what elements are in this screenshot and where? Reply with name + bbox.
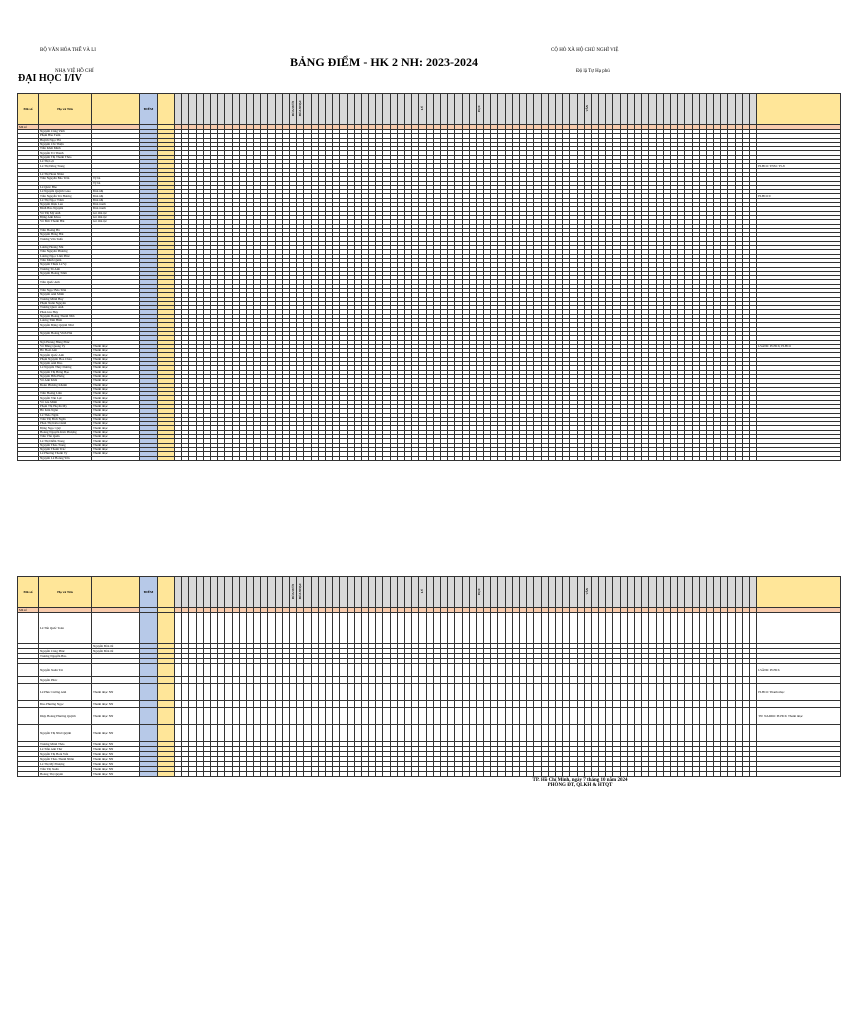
col-header-subject [706,94,713,125]
col-header-subject [175,94,182,125]
col-header-subject [678,94,685,125]
student-class: Đàn nhị [92,194,140,198]
student-name: Đinh Bảo Nguyễn [39,207,92,211]
student-class: Tỳ bà [92,181,140,185]
student-name: Lê Thị Hoàn Nhàn [39,172,92,176]
col-header-subject [735,94,742,125]
col-header-subject [692,94,699,125]
col-header-subject [491,94,498,125]
student-class: Tỳ bà [92,177,140,181]
col-header-subject [541,94,548,125]
col-header-subject [584,94,591,125]
col-header-subject [325,94,332,125]
grade-grid-1 [17,93,841,461]
student-class: Thanh nhạc [92,349,140,353]
student-name: Trần Nguyễn Trà Hương [39,194,92,198]
student-class: Gõ dân tộc [92,220,140,224]
student-name: Lương Tâm Hiền [39,319,92,323]
student-name: Nguyễn Chí Thiện [39,142,92,146]
student-name: Nguyễn Hoàng Trâm [39,271,92,275]
subheader-stt: Mã số [18,125,39,130]
col-header-subject [318,94,325,125]
row-note: PLHC6: TNSC T5-8 [757,164,841,168]
col-header-subject [419,94,426,125]
col-header-subject [405,94,412,125]
col-header-total [158,94,175,125]
student-class: Thanh nhạc [92,357,140,361]
col-header-subject [455,94,462,125]
student-name: Trương Minh Huy [39,297,92,301]
col-header-subject [433,94,440,125]
row-note: LSÂN6: PLHC6; PLHC6 [757,344,841,348]
col-header-subject [376,94,383,125]
student-name: Trần Minh Quân [39,258,92,262]
student-class: Thanh nhạc [92,353,140,357]
subject-label: LÝ [419,106,424,111]
student-name: Nguyễn Đặng Quỳnh Như [39,323,92,327]
col-header-subject [591,94,598,125]
col-header-subject [476,94,483,125]
student-name: Nguyễn Anh Minh [39,293,92,297]
col-header-subject [520,94,527,125]
student-name: Nguyễn Công Vinh [39,130,92,134]
col-header-subject [469,94,476,125]
page-title: BẢNG ĐIỂM - HK 2 NH: 2023-2024 [290,55,478,69]
col-header-subject [361,94,368,125]
header-left-line1: BỘ VĂN HÓA THỂ VÀ LI [40,48,96,53]
col-header-subject [182,94,189,125]
col-header-subject [534,94,541,125]
student-class: Gõ dân tộc [92,211,140,215]
col-header-subject [347,94,354,125]
col-header-subject [210,94,217,125]
col-header-subject [656,94,663,125]
col-header-subject [498,94,505,125]
student-class: Đàn tranh [92,207,140,211]
col-header-subject [527,94,534,125]
col-header-subject [304,94,311,125]
col-header-subject [548,94,555,125]
col-header-subject [225,94,232,125]
col-header-subject [290,94,297,125]
student-name: Lê Quốc Bảo [39,185,92,189]
student-name: Nguyễn Trí Thanh [39,151,92,155]
col-header-subject [311,94,318,125]
student-name: Nguyễn Thị Thanh Thảo [39,155,92,159]
student-name: Trần Hoàng Hà [39,228,92,232]
row-note: PLHC6:0 [757,194,841,198]
student-class: Đàn tranh [92,203,140,207]
col-header-subject [261,94,268,125]
col-header-subject [340,94,347,125]
student-name: Nguyễn Diệu Lan [39,203,92,207]
header-right-line1: CỘ HÒ XÃ HỘ CHỦ NGHĨ VIỆ [551,48,619,53]
col-header-note [757,94,841,125]
col-header-subject [412,94,419,125]
student-name: Phan Gia Huy [39,310,92,314]
col-header-subject [685,94,692,125]
student-name: Võ Đăng Quang Vy [39,344,92,348]
col-header-subject [663,94,670,125]
col-header-subject [714,94,721,125]
student-class: Thanh nhạc [92,344,140,348]
col-header-subject [390,94,397,125]
col-header-subject [649,94,656,125]
student-name: Ngô Hoàng Hồng Phúc [39,340,92,344]
col-header-subject [218,94,225,125]
page-subtitle: ĐẠI HỌC I/IV [18,73,82,84]
student-class: Đàn nhị [92,190,140,194]
col-header-subject [383,94,390,125]
col-header-subject [577,94,584,125]
student-name: Nguyễn Hồng Hải [39,233,92,237]
student-name: Nguyễn Hoàng Thanh Nhã [39,314,92,318]
col-header-subject [232,94,239,125]
col-header-subject [728,94,735,125]
col-header-subject [189,94,196,125]
col-header-subject [570,94,577,125]
col-header-subject [599,94,606,125]
col-header-subject [282,94,289,125]
student-name: Trần Khải Minh [39,147,92,151]
col-header-subject [297,94,304,125]
col-header-subject [606,94,613,125]
col-header-name: Họ và Tên [39,94,92,125]
col-header-subject [512,94,519,125]
student-name: Nguyễn Anh Đào [39,362,92,366]
col-header-subject [699,94,706,125]
header-right-line2: Độ lậ Tự Hạ phú [576,69,610,74]
student-name: Võ Thị Mỹ Anh [39,211,92,215]
student-name: Phạm Bảo Tuấn [39,134,92,138]
student-name: Trần Quốc Anh [39,280,92,284]
student-name: Trương Tố Anh [39,267,92,271]
col-header-subject [448,94,455,125]
header-row [18,94,841,125]
col-header-subject [354,94,361,125]
student-name: Trần Ngọc Bảo Trân [39,288,92,292]
col-header-subject [555,94,562,125]
grade-table-1 [17,93,791,514]
col-header-subject [333,94,340,125]
col-header-subject [268,94,275,125]
subject-label: HÒA NHẠC [297,100,302,117]
student-name: Lê Thị Ngọc Trâm [39,198,92,202]
col-header-subject [426,94,433,125]
col-header-subject [642,94,649,125]
student-name: Nguyễn Quốc Anh [39,353,92,357]
student-class: Gõ dân tộc [92,215,140,219]
col-header-stt: Mã số [18,94,39,125]
col-header-subject [440,94,447,125]
col-header-subject [670,94,677,125]
header-left-line2: NHẠ VIỆ HỒ CHÍ [55,69,94,74]
col-header-subject [635,94,642,125]
student-name: Trần Nguyễn Bảo Trân [39,177,92,181]
col-header-subject [505,94,512,125]
student-class: Thanh nhạc [92,362,140,366]
student-name: Nguyễn Hoàng Vĩnh Phú [39,331,92,335]
col-header-subject [397,94,404,125]
col-header-subject [369,94,376,125]
student-name: Lê Thị Đông Trang [39,164,92,168]
col-header-subject [246,94,253,125]
col-header-subject [196,94,203,125]
col-header-subject [613,94,620,125]
student-name: Trương Văn Tuấn [39,237,92,241]
subject-label: HỌC [477,105,482,112]
col-header-subject [462,94,469,125]
student-name: Hồ Hoài Anh [39,349,92,353]
col-header-subject [620,94,627,125]
col-header-subject [203,94,210,125]
col-header-subject [275,94,282,125]
student-name: Trần Nguyên Phương [39,250,92,254]
col-header-class [92,94,140,125]
student-name: Phạm Nguyễn Hoa Chẩu [39,357,92,361]
subject-label: VĂN [585,105,590,112]
student-name: Huỳnh Ngọc Hà [39,138,92,142]
student-name: Trương Quốc Anh [39,306,92,310]
col-header-subject [563,94,570,125]
student-name: Phạm Xuân Nguyên [39,301,92,305]
student-name: Lê Thị Lợi [39,160,92,164]
col-header-subject [742,94,749,125]
student-name: Lương Ngọc Lâm Phúc [39,254,92,258]
student-name: Đặng Anh Khoa [39,215,92,219]
col-header-mark: ĐIỂM [140,94,158,125]
student-name: Lê Nguyễn Quỳnh Giao [39,190,92,194]
student-name: Võ Đức Thanh Hải [39,220,92,224]
col-header-subject [484,94,491,125]
subject-label: HÒA SƯỚI [290,101,295,116]
col-header-subject [627,94,634,125]
col-header-subject [239,94,246,125]
col-header-subject [254,94,261,125]
student-name: Nguyễn Thiện Lê Vy [39,263,92,267]
col-header-subject [750,94,757,125]
col-header-subject [721,94,728,125]
student-class: Đàn nhị [92,198,140,202]
student-name: Lương Hoàng Nhi [39,246,92,250]
